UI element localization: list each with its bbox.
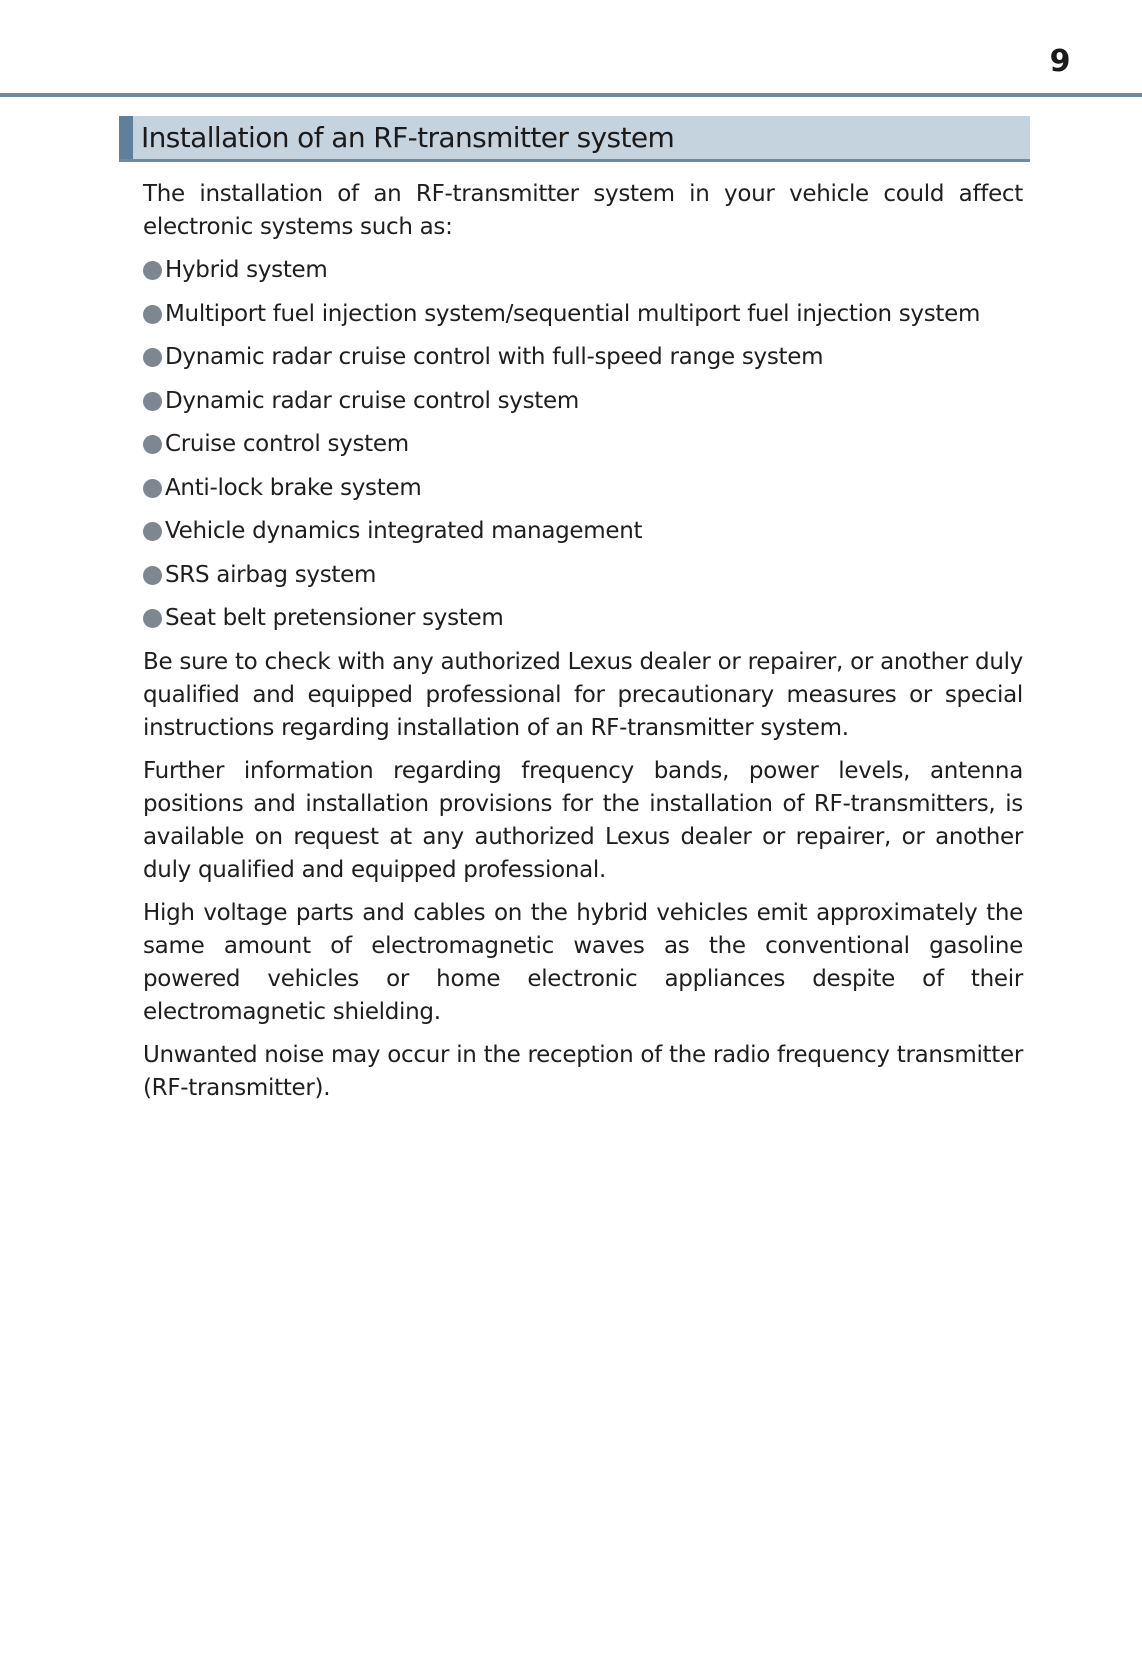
bullet-icon — [143, 261, 162, 280]
intro-paragraph: The installation of an RF-transmitter system in your vehicle could affect electronic systems such as: — [143, 181, 1023, 240]
bullet-icon — [143, 392, 162, 411]
section-heading — [119, 116, 1030, 162]
bullet-icon — [143, 566, 162, 585]
bullet-icon — [143, 479, 162, 498]
list-item — [143, 341, 1023, 374]
heading-marker — [119, 116, 133, 159]
list-item-label: Cruise control system — [165, 431, 409, 457]
list-item-label: Multiport fuel injection system/sequential multiport fuel injection system — [165, 300, 981, 327]
list-item — [143, 254, 1023, 287]
bullet-icon — [143, 522, 162, 541]
dealer-check-paragraph: Be sure to check with any authorized Lexus dealer or repairer, or another duly qualified and equipped professional for precautionary measures or special instructions regarding installation of an RF-transmitter system. — [143, 648, 1023, 741]
list-item — [143, 298, 1023, 331]
bullet-icon — [143, 435, 162, 454]
section-title: Installation of an RF-transmitter system — [141, 121, 675, 154]
further-info-paragraph: Further information regarding frequency bands, power levels, antenna positions and installation provisions for the installation of RF-transmitters, is available on request at any authorized Lexus dealer or repairer, or another duly qualified and equipped professional. — [143, 757, 1023, 883]
list-item-label: Seat belt pretensioner system — [165, 605, 504, 631]
bullet-icon — [143, 305, 162, 324]
list-item — [143, 515, 1023, 548]
list-item-label: Hybrid system — [165, 257, 328, 283]
list-item — [143, 559, 1023, 592]
page-number: 9 — [1049, 44, 1071, 79]
affected-systems-list — [143, 254, 1023, 635]
bullet-icon — [143, 609, 162, 628]
list-item-label: SRS airbag system — [165, 561, 377, 588]
high-voltage-paragraph: High voltage parts and cables on the hybrid vehicles emit approximately the same amount of electromagnetic waves as the conventional gasoline powered vehicles or home electronic appliances despite of their electromagnetic shielding. — [143, 899, 1023, 1025]
section-body — [143, 178, 1023, 1115]
list-item-label: Dynamic radar cruise control with full-speed range system — [165, 344, 824, 370]
list-item — [143, 602, 1023, 635]
list-item-label: Dynamic radar cruise control system — [165, 387, 579, 414]
header-rule — [0, 93, 1142, 97]
list-item — [143, 472, 1023, 505]
list-item — [143, 428, 1023, 461]
bullet-icon — [143, 348, 162, 367]
unwanted-noise-paragraph: Unwanted noise may occur in the reception of the radio frequency transmitter (RF-transmitter). — [143, 1041, 1023, 1101]
list-item-label: Anti-lock brake system — [165, 474, 422, 501]
list-item — [143, 385, 1023, 418]
list-item-label: Vehicle dynamics integrated management — [165, 518, 643, 544]
